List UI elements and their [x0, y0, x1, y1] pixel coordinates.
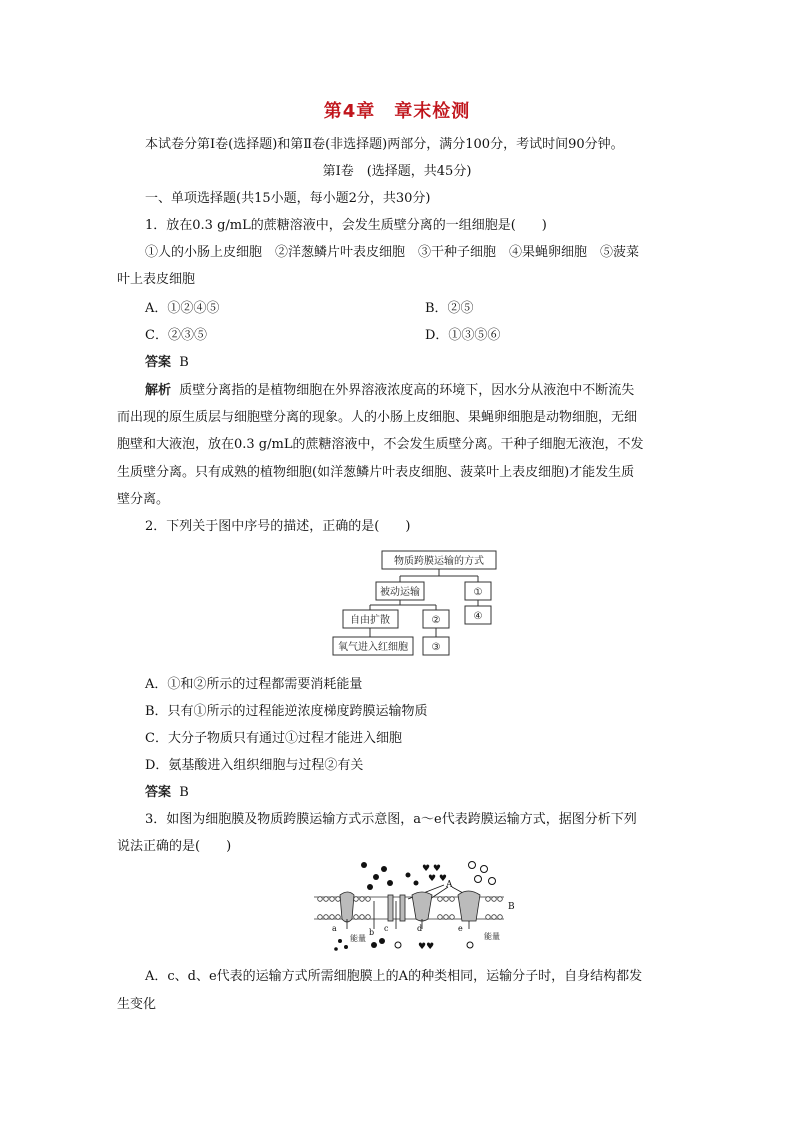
answer-label: 答案: [145, 785, 172, 800]
protein-e: [458, 891, 480, 921]
particle: [414, 881, 419, 886]
section1-header: 第Ⅰ卷 (选择题，共45分): [322, 164, 472, 179]
q2-option-a: A．①和②所示的过程都需要消耗能量: [145, 677, 363, 692]
particle: [379, 938, 385, 944]
answer-label: 答案: [145, 355, 172, 370]
particle: [373, 874, 379, 880]
heart-marks: ♥♥: [418, 942, 435, 952]
particle: [381, 866, 387, 872]
q3-option-a-line1: A．c、d、e代表的运输方式所需细胞膜上的A的种类相同，运输分子时，自身结构都发: [145, 969, 643, 984]
label-e: e: [458, 924, 463, 933]
q3-option-a-line2: 生变化: [117, 997, 157, 1012]
diagram-n3-label: ③: [431, 642, 441, 653]
q1-stem: 1．放在0.3 g/mL的蔗糖溶液中，会发生质壁分离的一组细胞是( ): [145, 218, 547, 233]
open-particle: [395, 942, 401, 948]
open-particle: [475, 876, 482, 883]
membrane-diagram: [312, 857, 517, 952]
q1-analysis-line4: 生质壁分离。只有成熟的植物细胞(如洋葱鳞片叶表皮细胞、菠菜叶上表皮细胞)才能发生质: [117, 465, 635, 480]
q1-option-a: A．①②④⑤: [145, 301, 220, 316]
q1-option-d: D．①③⑤⑥: [425, 328, 501, 343]
q1-option-c: C．②③⑤: [145, 328, 207, 343]
q1-analysis-line5: 壁分离。: [117, 492, 170, 507]
particle: [387, 880, 393, 886]
label-A: A: [446, 880, 453, 890]
particle: [371, 942, 377, 948]
label-a: a: [332, 924, 337, 933]
heart-marks: ♥ ♥: [428, 874, 447, 884]
energy-label-1: 能量: [350, 934, 366, 943]
particle: [338, 939, 342, 943]
open-particle: [489, 878, 496, 885]
diagram-passive-label: 被动运输: [380, 587, 420, 598]
diagram-n4-label: ④: [473, 611, 483, 622]
q1-items-line2: 叶上表皮细胞: [117, 272, 196, 287]
q2-option-c: C．大分子物质只有通过①过程才能进入细胞: [145, 731, 402, 746]
label-c: c: [384, 924, 389, 933]
particle: [361, 862, 367, 868]
q1-analysis-line2: 而出现的原生质层与细胞壁分离的现象。人的小肠上皮细胞、果蝇卵细胞是动物细胞，无细: [117, 410, 638, 425]
q3-stem-line2: 说法正确的是( ): [117, 839, 232, 854]
label-b: b: [369, 928, 375, 937]
q1-analysis-line1: [145, 379, 634, 398]
q1-items-line1: ①人的小肠上皮细胞 ②洋葱鳞片叶表皮细胞 ③干种子细胞 ④果蝇卵细胞 ⑤菠菜: [145, 245, 640, 260]
open-particle: [469, 862, 476, 869]
particle: [406, 873, 411, 878]
protein-c-left: [388, 895, 393, 921]
open-particle: [481, 866, 488, 873]
part1-header: 一、单项选择题(共15小题，每小题2分，共30分): [145, 191, 431, 206]
diagram-n2-label: ②: [431, 615, 441, 626]
q1-analysis-line3: 胞壁和大液泡，放在0.3 g/mL的蔗糖溶液中，不会发生质壁分离。干种子细胞无液泡，不发: [117, 437, 644, 452]
q2-answer: [145, 781, 189, 800]
transport-diagram: [330, 548, 500, 660]
answer-value: B: [179, 785, 189, 800]
exam-intro: 本试卷分第Ⅰ卷(选择题)和第Ⅱ卷(非选择题)两部分，满分100分，考试时间90分钟。: [145, 137, 624, 152]
protein-c-right: [400, 895, 405, 921]
diagram-root-label: 物质跨膜运输的方式: [394, 556, 484, 567]
analysis-label: 解析: [145, 383, 172, 398]
protein-a: [340, 892, 354, 922]
open-particle: [467, 942, 473, 948]
diagram-oxygen-label: 氧气进入红细胞: [338, 642, 408, 653]
q1-answer: [145, 351, 189, 370]
answer-value: B: [179, 355, 189, 370]
analysis-text: 质壁分离指的是植物细胞在外界溶液浓度高的环境下，因水分从液泡中不断流失: [179, 383, 635, 398]
diagram-n1-label: ①: [473, 587, 483, 598]
diagram-free-label: 自由扩散: [350, 615, 390, 626]
q2-option-d: D．氨基酸进入组织细胞与过程②有关: [145, 758, 364, 773]
particle: [344, 945, 348, 949]
page-title: 第4章 章末检测: [323, 101, 471, 122]
label-B: B: [508, 902, 515, 912]
protein-d: [412, 892, 432, 921]
label-d: d: [417, 924, 423, 933]
heart-marks: ♥ ♥: [422, 864, 441, 874]
q3-stem-line1: 3．如图为细胞膜及物质跨膜运输方式示意图，a～e代表跨膜运输方式，据图分析下列: [145, 812, 637, 827]
q1-option-b: B．②⑤: [425, 301, 474, 316]
particle: [367, 884, 373, 890]
q2-option-b: B．只有①所示的过程能逆浓度梯度跨膜运输物质: [145, 704, 428, 719]
particle: [334, 947, 338, 951]
energy-label-2: 能量: [484, 932, 500, 941]
q2-stem: 2．下列关于图中序号的描述，正确的是( ): [145, 519, 411, 534]
